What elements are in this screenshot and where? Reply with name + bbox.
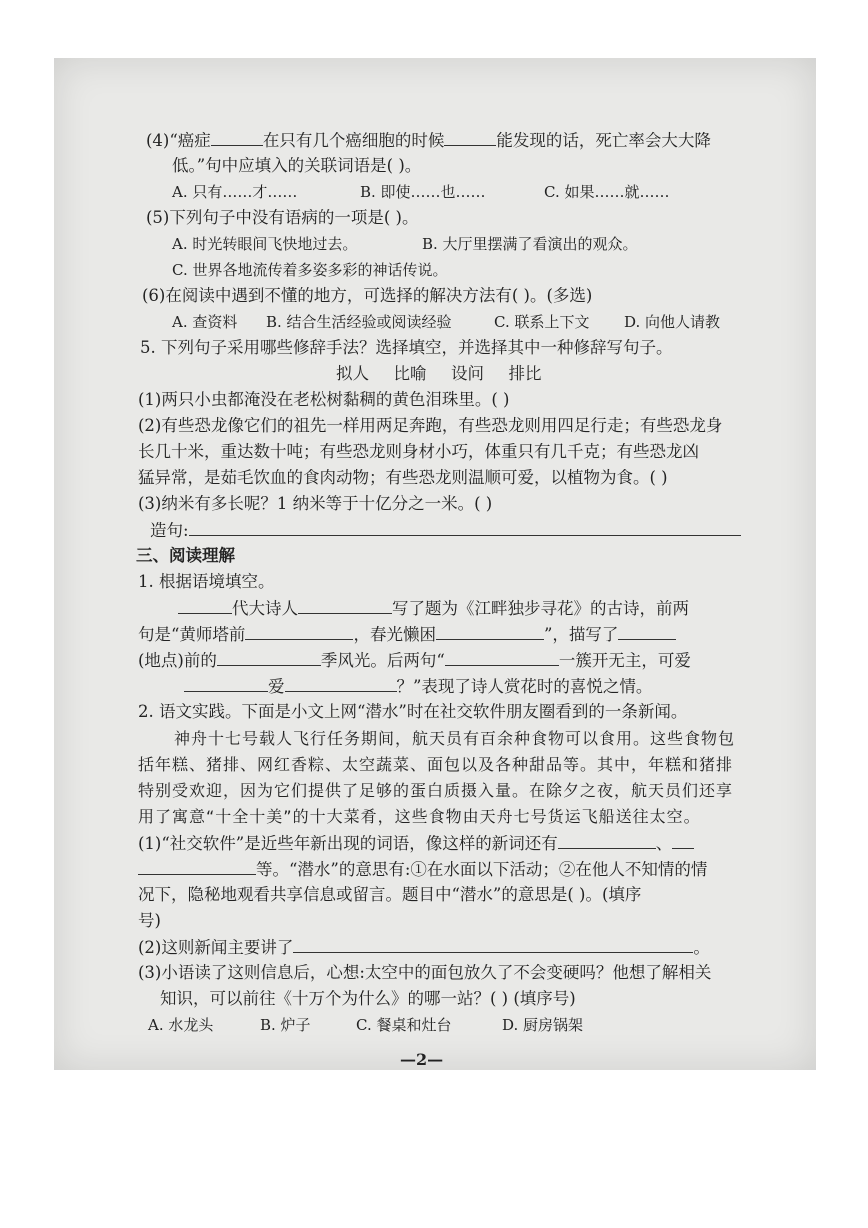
q1-text: ，春光懒困 bbox=[353, 625, 436, 644]
q5-stem: 5. 下列句子采用哪些修辞手法？选择填空，并选择其中一种修辞写句子。 bbox=[140, 338, 673, 357]
news-line-2: 括年糕、猪排、网红香粽、太空蔬菜、面包以及各种甜品等。其中，年糕和猪排 bbox=[138, 755, 734, 774]
s3-q1-line4 bbox=[184, 675, 652, 698]
q4-4-text-b: 在只有几个癌细胞的时候 bbox=[262, 131, 445, 150]
q4-6-option-c: C. 联系上下文 bbox=[494, 313, 590, 331]
s3-q2-3-option-d: D. 厨房锅架 bbox=[502, 1016, 584, 1034]
q5-make-sentence bbox=[150, 519, 741, 542]
q1-text: (地点)前的 bbox=[138, 651, 217, 670]
s3-q1-line3 bbox=[138, 649, 691, 672]
q5-sentence-2-line3: 猛异常，是茹毛饮血的食肉动物；有些恐龙则温顺可爱，以植物为食。( ) bbox=[138, 468, 668, 487]
q2-2-text: (2)这则新闻主要讲了 bbox=[138, 938, 294, 957]
blank[interactable] bbox=[285, 675, 397, 692]
news-line-3: 特别受欢迎，因为它们提供了足够的蛋白质摄入量。在除夕之夜，航天员们还享 bbox=[138, 781, 734, 800]
blank[interactable] bbox=[178, 597, 232, 614]
q4-6-option-d: D. 向他人请教 bbox=[624, 313, 721, 331]
q4-6-stem: (6)在阅读中遇到不懂的地方，可选择的解决方法有( )。(多选) bbox=[142, 286, 593, 305]
page-number: —2— bbox=[400, 1050, 444, 1069]
blank[interactable] bbox=[558, 832, 656, 849]
q1-text: 代大诗人 bbox=[232, 599, 298, 618]
s3-q2-2: (2)这则新闻主要讲了 。 bbox=[138, 938, 710, 957]
s3-q2-3-option-a: A. 水龙头 bbox=[148, 1016, 214, 1034]
q1-text: 写了题为《江畔独步寻花》的古诗，前两 bbox=[392, 599, 689, 618]
news-line-4: 用了寓意“十全十美”的十大菜肴，这些食物由天舟七号货运飞船送往太空。 bbox=[138, 807, 701, 826]
q2-1-text: (1)“社交软件”是近些年新出现的词语，像这样的新词还有 bbox=[138, 834, 558, 853]
blank[interactable] bbox=[245, 623, 353, 640]
blank[interactable] bbox=[138, 858, 256, 875]
q4-5-option-b: B. 大厅里摆满了看演出的观众。 bbox=[422, 235, 638, 253]
q4-4-option-c: C. 如果……就…… bbox=[544, 183, 670, 201]
s3-q1-line2 bbox=[138, 623, 676, 646]
q4-4-text-c: 能发现的话，死亡率会大大降 bbox=[496, 131, 711, 150]
q4-4-line2: 低。”句中应填入的关联词语是( )。 bbox=[172, 156, 422, 175]
s3-q2-1-line3: 况下，隐秘地观看共享信息或留言。题目中“潜水”的意思是( )。(填序 bbox=[138, 885, 642, 904]
blank[interactable] bbox=[184, 675, 268, 692]
news-line-1: 神舟十七号载人飞行任务期间，航天员有百余种食物可以食用。这些食物包 bbox=[174, 729, 736, 748]
q4-4-option-a: A. 只有……才…… bbox=[172, 183, 298, 201]
q1-text: 句是“黄师塔前 bbox=[138, 625, 246, 644]
blank[interactable] bbox=[217, 649, 321, 666]
choice-metaphor: 比喻 bbox=[393, 364, 427, 383]
choice-personification: 拟人 bbox=[336, 364, 369, 383]
blank[interactable] bbox=[436, 623, 544, 640]
q1-text: ”，描写了 bbox=[543, 625, 619, 644]
s3-q2-3-line2: 知识，可以前往《十万个为什么》的哪一站？( ) (填序号) bbox=[160, 989, 576, 1008]
section-3-title: 三、阅读理解 bbox=[136, 546, 235, 565]
q4-6-option-a: A. 查资料 bbox=[172, 313, 238, 331]
exam-page bbox=[54, 58, 816, 1070]
q1-text: 季风光。后两句“ bbox=[320, 651, 445, 670]
q5-sentence-3: (3)纳米有多长呢？1 纳米等于十亿分之一米。( ) bbox=[138, 494, 493, 513]
blank[interactable] bbox=[445, 649, 559, 666]
q4-4-text-a: (4)“癌症 bbox=[146, 131, 211, 150]
q5-sentence-2-line2: 长几十米，重达数十吨；有些恐龙则身材小巧，体重只有几千克；有些恐龙凶 bbox=[138, 442, 699, 461]
q4-6-option-b: B. 结合生活经验或阅读经验 bbox=[266, 313, 452, 331]
blank[interactable] bbox=[444, 129, 496, 146]
blank[interactable] bbox=[672, 832, 694, 849]
s3-q1-line1 bbox=[178, 597, 689, 620]
blank[interactable] bbox=[618, 623, 676, 640]
q1-text: 爱 bbox=[268, 677, 285, 696]
q4-4-line1 bbox=[146, 129, 711, 152]
q2-2-blank[interactable] bbox=[293, 936, 693, 953]
make-sentence-blank[interactable] bbox=[189, 519, 741, 536]
q5-sentence-2-line1: (2)有些恐龙像它们的祖先一样用两足奔跑，有些恐龙则用四足行走；有些恐龙身 bbox=[138, 416, 723, 435]
q4-4-option-b: B. 即使……也…… bbox=[360, 183, 486, 201]
q5-sentence-1: (1)两只小虫都淹没在老松树黏稠的黄色泪珠里。( ) bbox=[138, 390, 510, 409]
s3-q2-3-option-c: C. 餐桌和灶台 bbox=[356, 1016, 452, 1034]
s3-q2-1-line1: (1)“社交软件”是近些年新出现的词语，像这样的新词还有 、 bbox=[138, 832, 694, 855]
q1-text: 一簇开无主，可爱 bbox=[558, 651, 691, 670]
q5-choices bbox=[336, 363, 542, 385]
make-sentence-label: 造句: bbox=[150, 521, 189, 540]
choice-rhetorical-question: 设问 bbox=[451, 364, 484, 383]
blank[interactable] bbox=[298, 597, 392, 614]
s3-q2-3-option-b: B. 炉子 bbox=[260, 1016, 311, 1034]
choice-parallelism: 排比 bbox=[508, 364, 542, 383]
s3-q2-1-line4: 号) bbox=[138, 911, 161, 930]
q4-5-stem: (5)下列句子中没有语病的一项是( )。 bbox=[146, 208, 419, 227]
s3-q2-stem: 2. 语文实践。下面是小文上网“潜水”时在社交软件朋友圈看到的一条新闻。 bbox=[138, 702, 688, 721]
s3-q1-stem: 1. 根据语境填空。 bbox=[138, 572, 275, 591]
s3-q2-1-line2 bbox=[138, 858, 707, 881]
q1-text: ？”表现了诗人赏花时的喜悦之情。 bbox=[396, 677, 653, 696]
q2-1-text: 等。“潜水”的意思有:①在水面以下活动；②在他人不知情的情 bbox=[256, 860, 708, 879]
q4-5-option-a: A. 时光转眼间飞快地过去。 bbox=[172, 235, 358, 253]
q4-5-option-c: C. 世界各地流传着多姿多彩的神话传说。 bbox=[172, 261, 448, 279]
s3-q2-3-line1: (3)小语读了这则信息后，心想:太空中的面包放久了不会变硬吗？他想了解相关 bbox=[138, 963, 712, 982]
blank[interactable] bbox=[211, 129, 263, 146]
